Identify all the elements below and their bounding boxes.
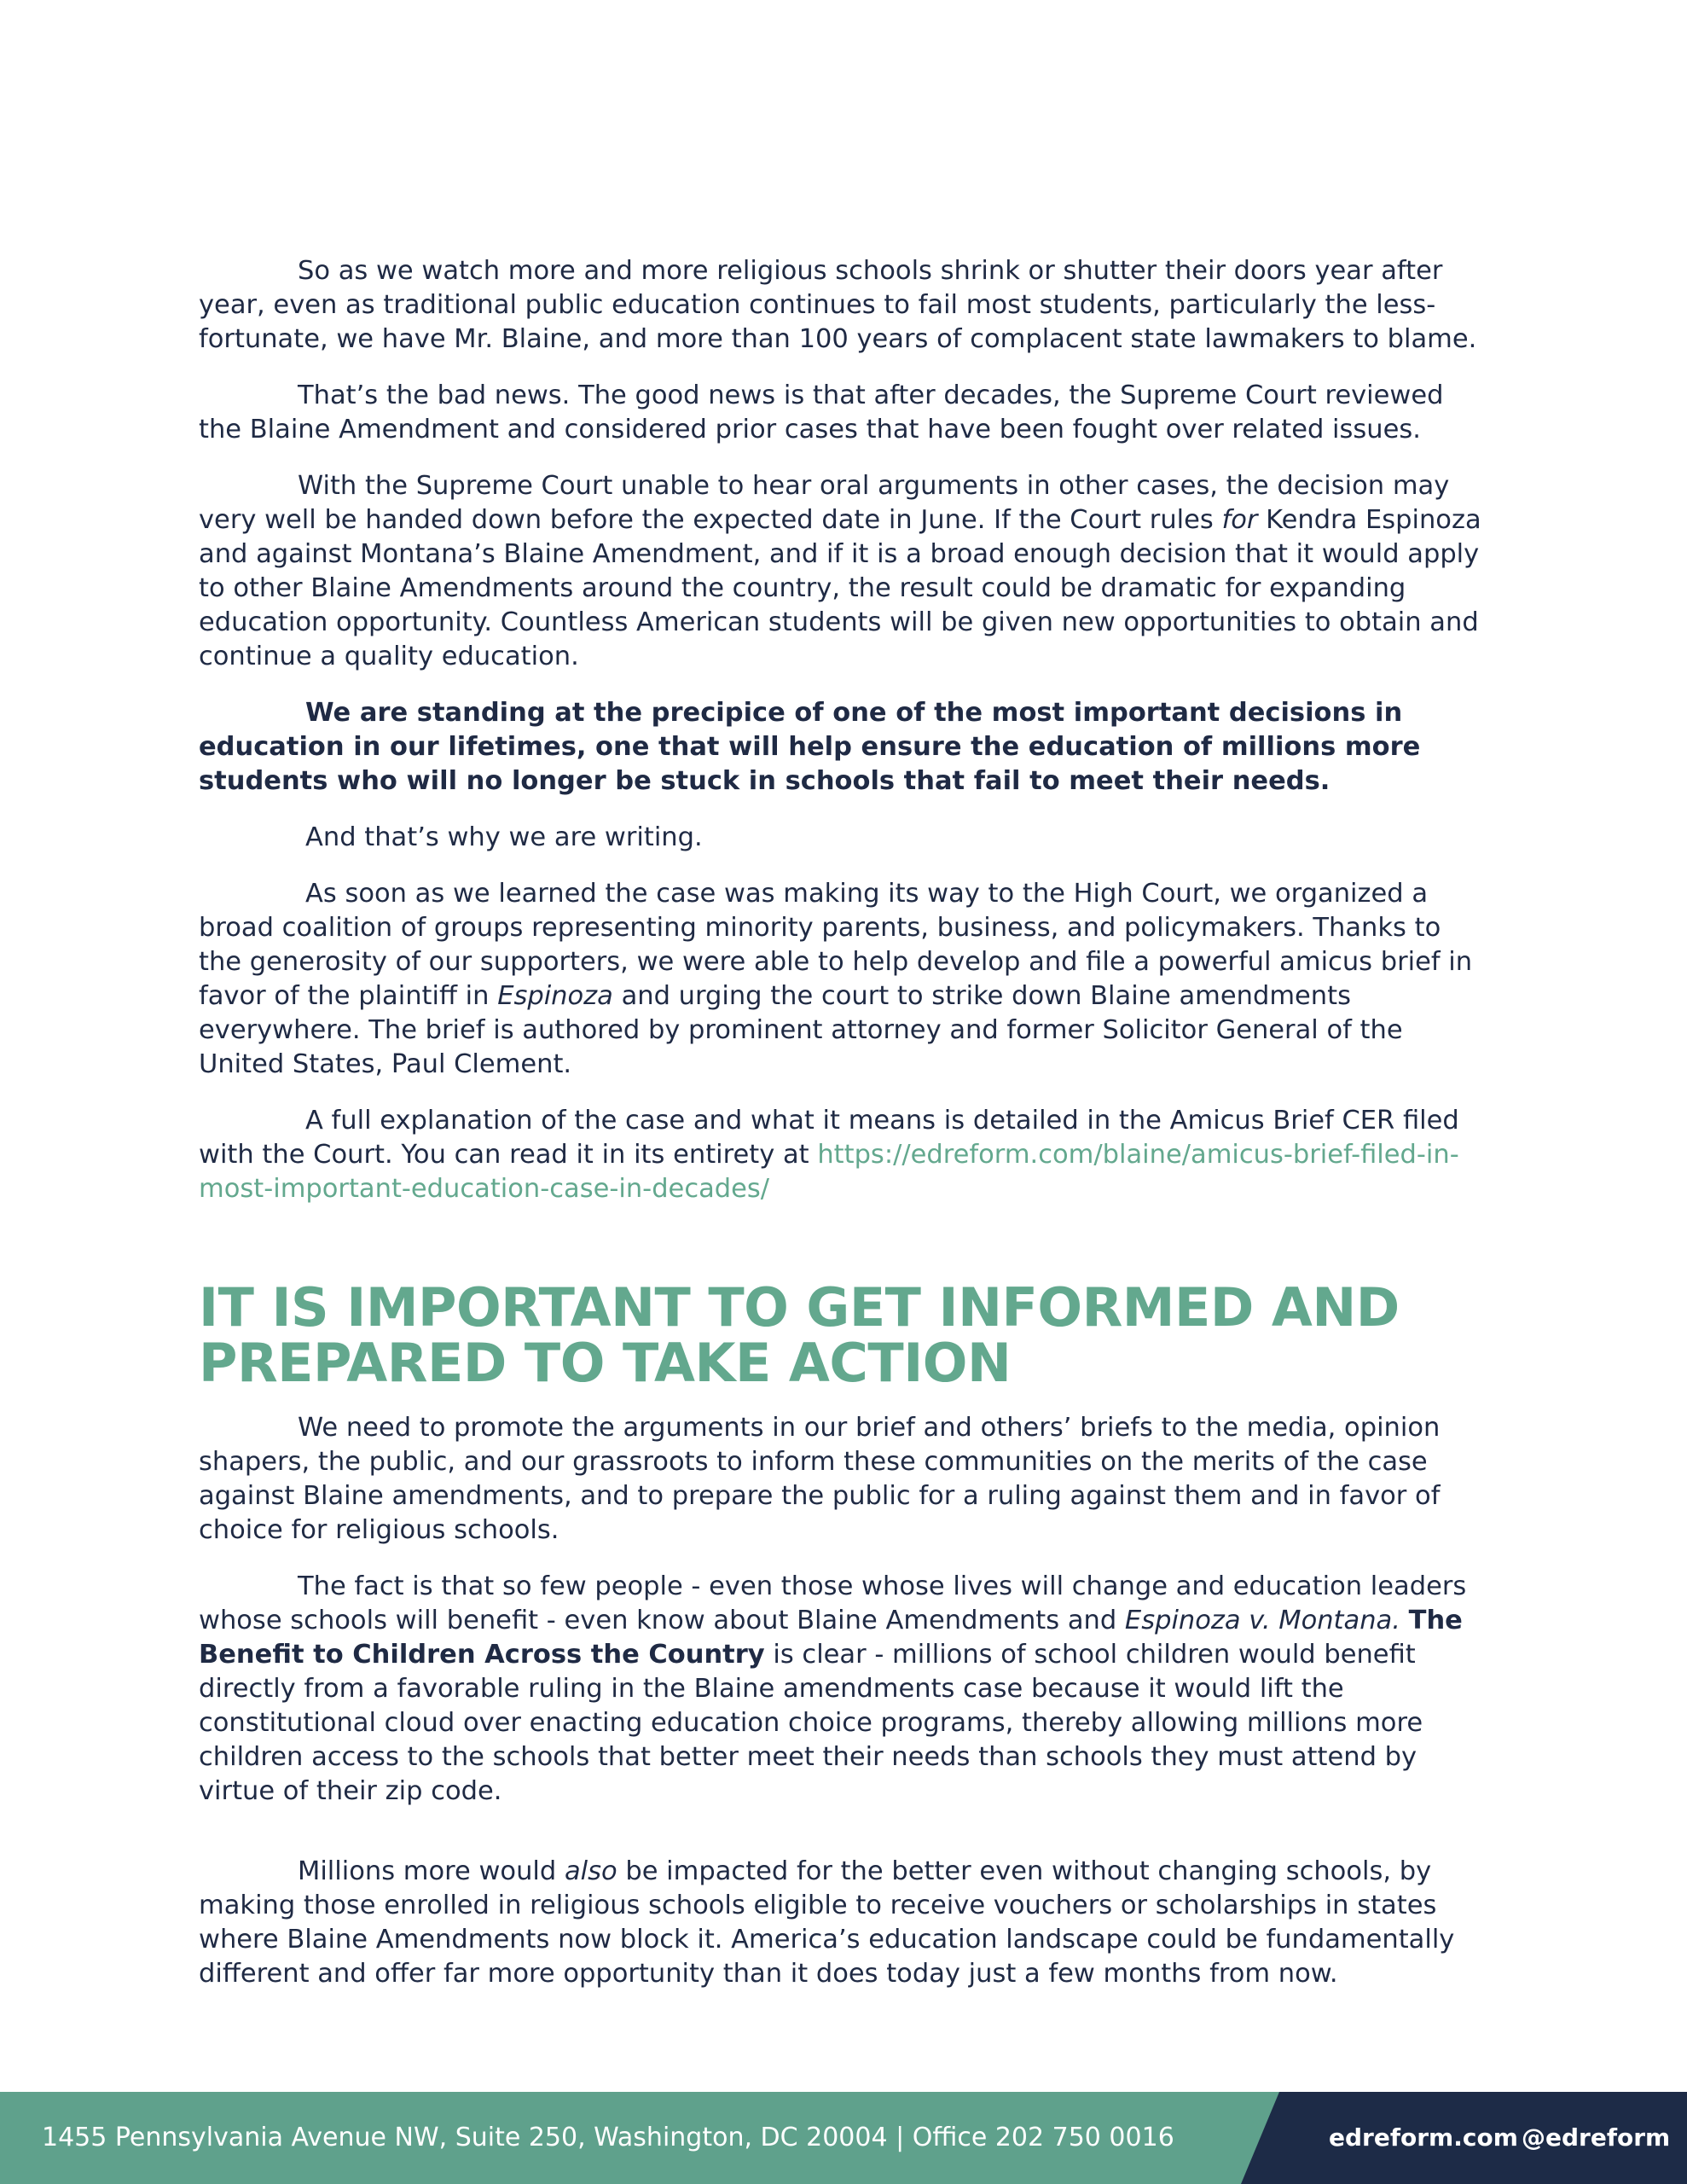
paragraph-text: A full explanation of the case and what it means is detailed in the Amicus Brief CER filed with the Court. You can read it in its entirety at (199, 1106, 1459, 1170)
paragraph-text: and urging the court to strike down Blaine amendments everywhere. The brief is authored by prominent attorney and former Solicitor General of the United States, Paul Clement. (199, 981, 1403, 1079)
paragraph (199, 1104, 1491, 1206)
section-heading: IT IS IMPORTANT TO GET INFORMED AND PREPARED TO TAKE ACTION (199, 1276, 1400, 1394)
bold-paragraph: We are standing at the precipice of one of the most important decisions in education in our lifetimes, one that will help ensure the education of millions more students who will no longer be stuck in schools that fail to meet their needs. (199, 698, 1421, 796)
paragraph-text: As soon as we learned the case was making its way to the High Court, we organized a broad coalition of groups representing minority parents, business, and policymakers. Thanks to the generosity of our supporters, we were able to help develop and file a powerful amicus brief in favor of the plaintiff in (199, 879, 1473, 1011)
paragraph: And that’s why we are writing. (305, 822, 703, 852)
footer-bar (0, 2092, 1687, 2184)
paragraph: That’s the bad news. The good news is that after decades, the Supreme Court reviewed the Blaine Amendment and considered prior cases that have been fought over related issues. (199, 380, 1444, 444)
emphasis-text: Espinoza (497, 981, 613, 1011)
paragraph-text: The fact is that so few people - even those whose lives will change and education leaders whose schools will benefit - even know about Blaine Amendments and (199, 1571, 1467, 1635)
paragraph-text: Millions more would (298, 1856, 565, 1886)
document-body (199, 254, 1491, 2013)
paragraph-text: be impacted for the better even without changing schools, by making those enrolled in religious schools eligible to receive vouchers or scholarships in states where Blaine Amendments now block it. America’s education landscape could be fundamentally different and offer far more opportunity than it does today just a few months from now. (199, 1856, 1455, 1989)
paragraph-text: is clear - millions of school children would benefit directly from a favorable ruling in the Blaine amendments case because it would lift the constitutional cloud over enacting education choice programs, thereby allowing millions more children access to the schools that better meet their needs than schools they must attend by virtue of their zip code. (199, 1640, 1423, 1806)
footer-address: 1455 Pennsylvania Avenue NW, Suite 250, Washington, DC 20004 | Office 202 750 0016 (42, 2123, 1174, 2152)
footer-website-link[interactable]: edreform.com (1329, 2123, 1518, 2152)
emphasis-text: for (1221, 505, 1258, 535)
paragraph: We need to promote the arguments in our brief and others’ briefs to the media, opinion shapers, the public, and our grassroots to inform these communities on the merits of the case against Blaine amendments, and to prepare the public for a ruling against them and in favor of choice for religious schools. (199, 1413, 1441, 1545)
paragraph-text: Kendra Espinoza and against Montana’s Blaine Amendment, and if it is a broad enough decision that it would apply to other Blaine Amendments around the country, the result could be dramatic for expanding education opportunity. Countless American students will be given new opportunities to obtain and continue a quality education. (199, 505, 1481, 671)
footer-social-handle[interactable]: @edreform (1522, 2123, 1671, 2152)
paragraph (199, 877, 1491, 1082)
paragraph-text: With the Supreme Court unable to hear oral arguments in other cases, the decision may very well be handed down before the expected date in June. If the Court rules (199, 471, 1450, 535)
emphasis-text: Espinoza v. Montana. (1124, 1606, 1400, 1635)
amicus-brief-link[interactable]: https://edreform.com/blaine/amicus-brief-filed-in-most-important-education-case-in-decades/ (199, 1140, 1459, 1204)
bold-text: The Benefit to Children Across the Country (199, 1606, 1463, 1670)
emphasis-text: also (564, 1856, 617, 1886)
paragraph: So as we watch more and more religious schools shrink or shutter their doors year after year, even as traditional public education continues to fail most students, particularly the less-fortunate, we have Mr. Blaine, and more than 100 years of complacent state lawmakers to blame. (199, 256, 1477, 354)
paragraph (199, 1855, 1491, 1991)
paragraph (199, 1570, 1491, 1809)
paragraph (199, 469, 1491, 674)
